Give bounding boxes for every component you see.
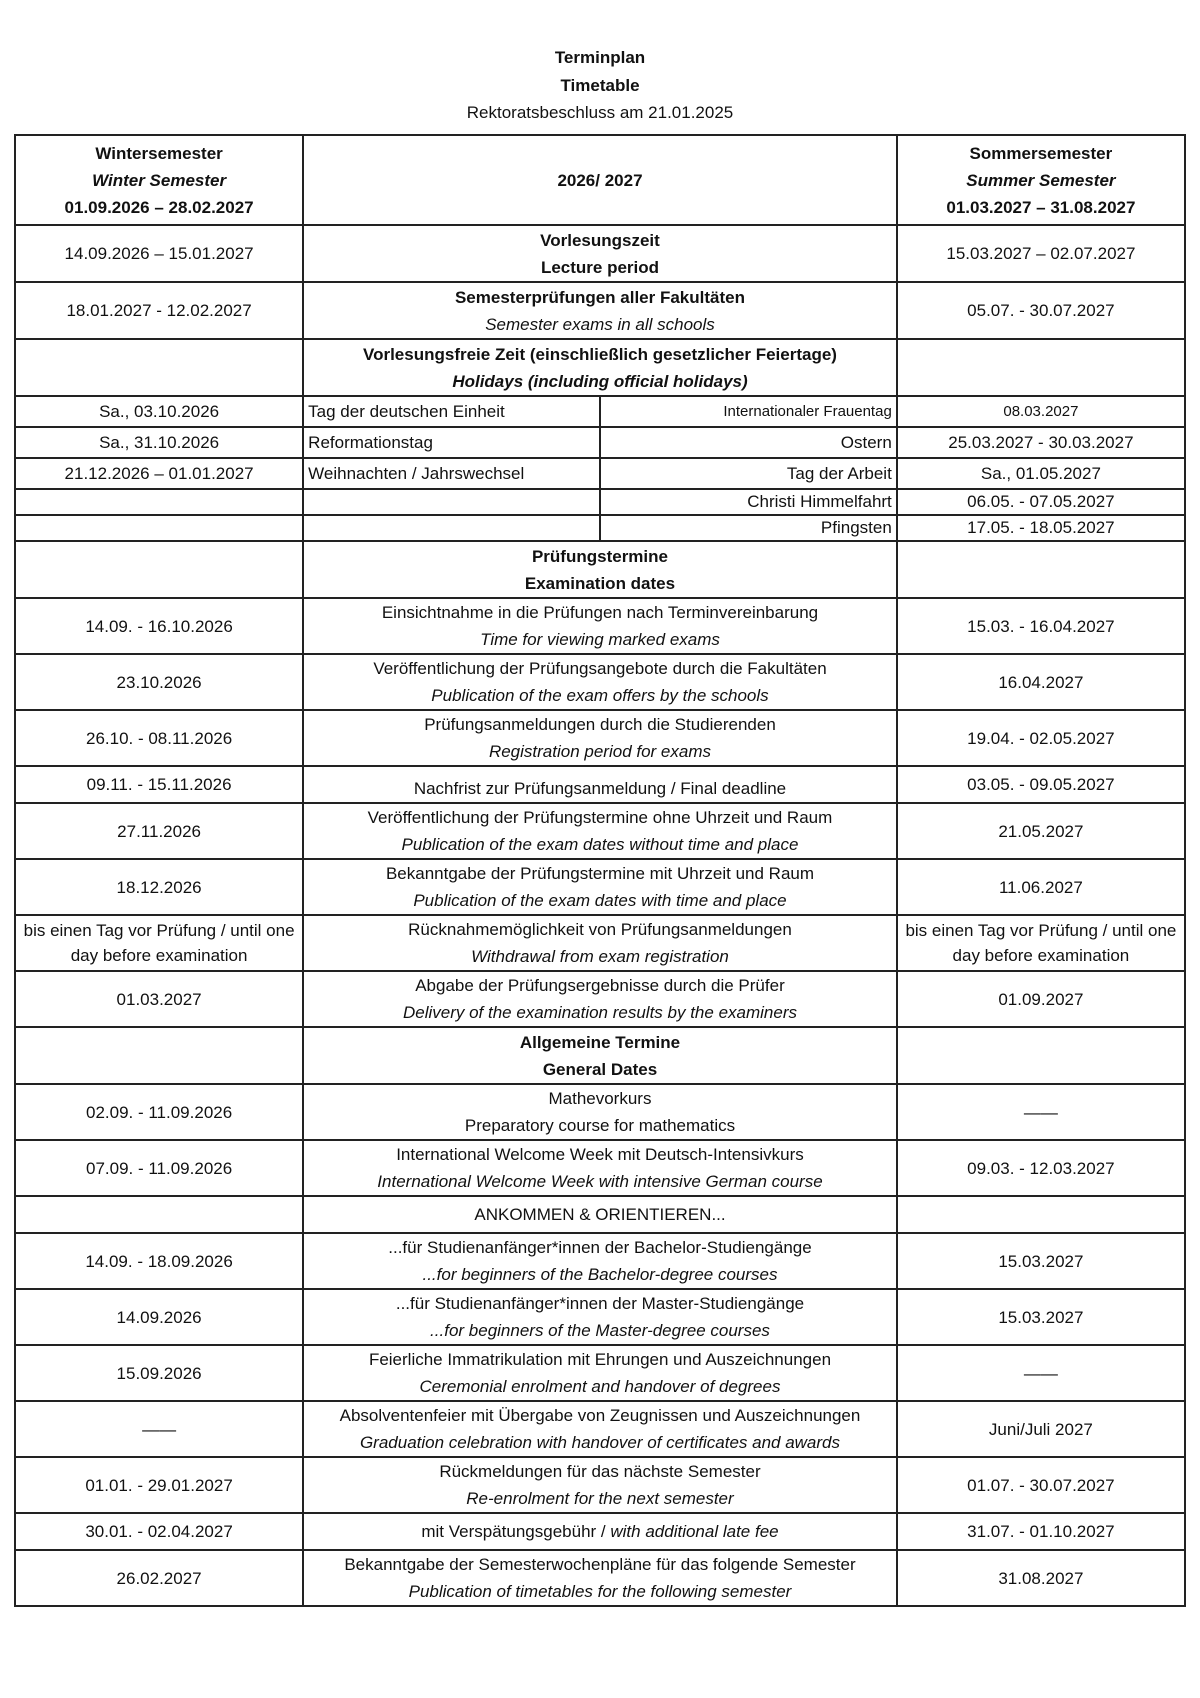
- holiday-summer-date: 06.05. - 07.05.2027: [897, 489, 1185, 515]
- general-winter: ——: [15, 1401, 303, 1457]
- holiday-winter-name: Tag der deutschen Einheit: [303, 396, 600, 427]
- exam-winter: 23.10.2026: [15, 654, 303, 710]
- exam-winter: 14.09. - 16.10.2026: [15, 598, 303, 654]
- exam-dates-section-row: [15, 541, 1185, 598]
- holiday-row: [15, 458, 1185, 489]
- holiday-row: [15, 427, 1185, 458]
- exam-summer: 16.04.2027: [897, 654, 1185, 710]
- general-row: [15, 1550, 1185, 1606]
- holiday-summer-date: 25.03.2027 - 30.03.2027: [897, 427, 1185, 458]
- exam-winter: 09.11. - 15.11.2026: [15, 766, 303, 803]
- exam-winter: bis einen Tag vor Prüfung / until one day before examination: [15, 915, 303, 971]
- winter-header: Wintersemester Winter Semester 01.09.2026 – 28.02.2027: [15, 135, 303, 225]
- holiday-summer-name: Ostern: [600, 427, 897, 458]
- lecture-row: [15, 225, 1185, 282]
- holiday-winter-date: Sa., 03.10.2026: [15, 396, 303, 427]
- exam-winter: 18.12.2026: [15, 859, 303, 915]
- general-label: ...für Studienanfänger*innen der Bachelor-Studiengänge ...for beginners of the Bachelor-degree courses: [303, 1233, 897, 1289]
- general-row: [15, 1513, 1185, 1550]
- holiday-winter-name: [303, 489, 600, 515]
- holiday-row: [15, 515, 1185, 541]
- holiday-row: [15, 396, 1185, 427]
- general-label: Rückmeldungen für das nächste Semester Re-enrolment for the next semester: [303, 1457, 897, 1513]
- exam-label: Abgabe der Prüfungsergebnisse durch die Prüfer Delivery of the examination results by the examiners: [303, 971, 897, 1027]
- general-label: Feierliche Immatrikulation mit Ehrungen und Auszeichnungen Ceremonial enrolment and handover of degrees: [303, 1345, 897, 1401]
- holidays-section-label: Vorlesungsfreie Zeit (einschließlich gesetzlicher Feiertage) Holidays (including official holidays): [303, 339, 897, 396]
- holiday-summer-date: 08.03.2027: [897, 396, 1185, 427]
- general-summer: Juni/Juli 2027: [897, 1401, 1185, 1457]
- exam-summer: 03.05. - 09.05.2027: [897, 766, 1185, 803]
- holidays-section-row: [15, 339, 1185, 396]
- exam-summer: 21.05.2027: [897, 803, 1185, 859]
- exams-summer: 05.07. - 30.07.2027: [897, 282, 1185, 339]
- exam-date-row: [15, 654, 1185, 710]
- general-winter: 14.09. - 18.09.2026: [15, 1233, 303, 1289]
- general-winter: 26.02.2027: [15, 1550, 303, 1606]
- general-label: mit Verspätungsgebühr / with additional late fee: [303, 1513, 897, 1550]
- holiday-winter-name: Reformationstag: [303, 427, 600, 458]
- exams-row: [15, 282, 1185, 339]
- exam-date-row: [15, 859, 1185, 915]
- exam-date-row: [15, 598, 1185, 654]
- exam-label: Nachfrist zur Prüfungsanmeldung / Final deadline: [303, 766, 897, 803]
- exam-label: Rücknahmemöglichkeit von Prüfungsanmeldungen Withdrawal from exam registration: [303, 915, 897, 971]
- general-winter: 14.09.2026: [15, 1289, 303, 1345]
- exam-winter: 27.11.2026: [15, 803, 303, 859]
- exam-winter: 01.03.2027: [15, 971, 303, 1027]
- general-summer: 01.07. - 30.07.2027: [897, 1457, 1185, 1513]
- timetable: [14, 134, 1186, 1607]
- general-winter: 01.01. - 29.01.2027: [15, 1457, 303, 1513]
- holiday-summer-name: Tag der Arbeit: [600, 458, 897, 489]
- holiday-winter-date: 21.12.2026 – 01.01.2027: [15, 458, 303, 489]
- exam-date-row: [15, 710, 1185, 766]
- title-de: Terminplan: [554, 48, 646, 67]
- exam-label: Veröffentlichung der Prüfungstermine ohne Uhrzeit und Raum Publication of the exam dates without time and place: [303, 803, 897, 859]
- exam-summer: 01.09.2027: [897, 971, 1185, 1027]
- arrival-row: [15, 1196, 1185, 1233]
- exams-label: Semesterprüfungen aller Fakultäten Semester exams in all schools: [303, 282, 897, 339]
- general-summer: ——: [897, 1084, 1185, 1140]
- holiday-winter-date: Sa., 31.10.2026: [15, 427, 303, 458]
- title-en: Timetable: [560, 76, 640, 95]
- general-summer: 31.08.2027: [897, 1550, 1185, 1606]
- exam-date-row: [15, 766, 1185, 803]
- exam-label: Bekanntgabe der Prüfungstermine mit Uhrzeit und Raum Publication of the exam dates with time and place: [303, 859, 897, 915]
- general-section-label: Allgemeine Termine General Dates: [303, 1027, 897, 1084]
- holiday-summer-date: 17.05. - 18.05.2027: [897, 515, 1185, 541]
- holiday-winter-name: [303, 515, 600, 541]
- exam-label: Einsichtnahme in die Prüfungen nach Terminvereinbarung Time for viewing marked exams: [303, 598, 897, 654]
- exam-date-row: [15, 915, 1185, 971]
- general-row: [15, 1457, 1185, 1513]
- general-section-row: [15, 1027, 1185, 1084]
- holiday-winter-name: Weihnachten / Jahrswechsel: [303, 458, 600, 489]
- general-row: [15, 1140, 1185, 1196]
- summer-header: Sommersemester Summer Semester 01.03.2027 – 31.08.2027: [897, 135, 1185, 225]
- exam-date-row: [15, 971, 1185, 1027]
- decision-date: Rektoratsbeschluss am 21.01.2025: [466, 103, 734, 122]
- general-label: Absolventenfeier mit Übergabe von Zeugnissen und Auszeichnungen Graduation celebration with handover of certificates and awards: [303, 1401, 897, 1457]
- holiday-summer-name: Internationaler Frauentag: [600, 396, 897, 427]
- general-row: [15, 1345, 1185, 1401]
- general-summer: 09.03. - 12.03.2027: [897, 1140, 1185, 1196]
- holiday-winter-date: [15, 489, 303, 515]
- exam-summer: bis einen Tag vor Prüfung / until one day before examination: [897, 915, 1185, 971]
- exam-label: Prüfungsanmeldungen durch die Studierenden Registration period for exams: [303, 710, 897, 766]
- general-label: International Welcome Week mit Deutsch-Intensivkurs International Welcome Week with intensive German course: [303, 1140, 897, 1196]
- general-winter: 15.09.2026: [15, 1345, 303, 1401]
- exam-winter: 26.10. - 08.11.2026: [15, 710, 303, 766]
- general-row: [15, 1289, 1185, 1345]
- general-summer: 15.03.2027: [897, 1233, 1185, 1289]
- general-winter: 30.01. - 02.04.2027: [15, 1513, 303, 1550]
- lecture-summer: 15.03.2027 – 02.07.2027: [897, 225, 1185, 282]
- general-winter: 07.09. - 11.09.2026: [15, 1140, 303, 1196]
- general-label: Mathevorkurs Preparatory course for mathematics: [303, 1084, 897, 1140]
- column-header-row: [15, 135, 1185, 225]
- general-label: Bekanntgabe der Semesterwochenpläne für das folgende Semester Publication of timetables for the following semester: [303, 1550, 897, 1606]
- general-label: ...für Studienanfänger*innen der Master-Studiengänge ...for beginners of the Master-degree courses: [303, 1289, 897, 1345]
- general-summer: ——: [897, 1345, 1185, 1401]
- general-row: [15, 1401, 1185, 1457]
- general-winter: 02.09. - 11.09.2026: [15, 1084, 303, 1140]
- exams-winter: 18.01.2027 - 12.02.2027: [15, 282, 303, 339]
- general-summer: 31.07. - 01.10.2027: [897, 1513, 1185, 1550]
- general-row: [15, 1084, 1185, 1140]
- holiday-winter-date: [15, 515, 303, 541]
- general-summer: 15.03.2027: [897, 1289, 1185, 1345]
- exam-summer: 11.06.2027: [897, 859, 1185, 915]
- lecture-label: Vorlesungszeit Lecture period: [303, 225, 897, 282]
- holiday-summer-date: Sa., 01.05.2027: [897, 458, 1185, 489]
- year-header: 2026/ 2027: [303, 135, 897, 225]
- exam-summer: 19.04. - 02.05.2027: [897, 710, 1185, 766]
- holiday-summer-name: Christi Himmelfahrt: [600, 489, 897, 515]
- holiday-row: [15, 489, 1185, 515]
- holiday-summer-name: Pfingsten: [600, 515, 897, 541]
- general-row: [15, 1233, 1185, 1289]
- exam-label: Veröffentlichung der Prüfungsangebote durch die Fakultäten Publication of the exam offers by the schools: [303, 654, 897, 710]
- exam-date-row: [15, 803, 1185, 859]
- exam-dates-section-label: Prüfungstermine Examination dates: [303, 541, 897, 598]
- exam-summer: 15.03. - 16.04.2027: [897, 598, 1185, 654]
- arrival-label: ANKOMMEN & ORIENTIEREN...: [303, 1196, 897, 1233]
- lecture-winter: 14.09.2026 – 15.01.2027: [15, 225, 303, 282]
